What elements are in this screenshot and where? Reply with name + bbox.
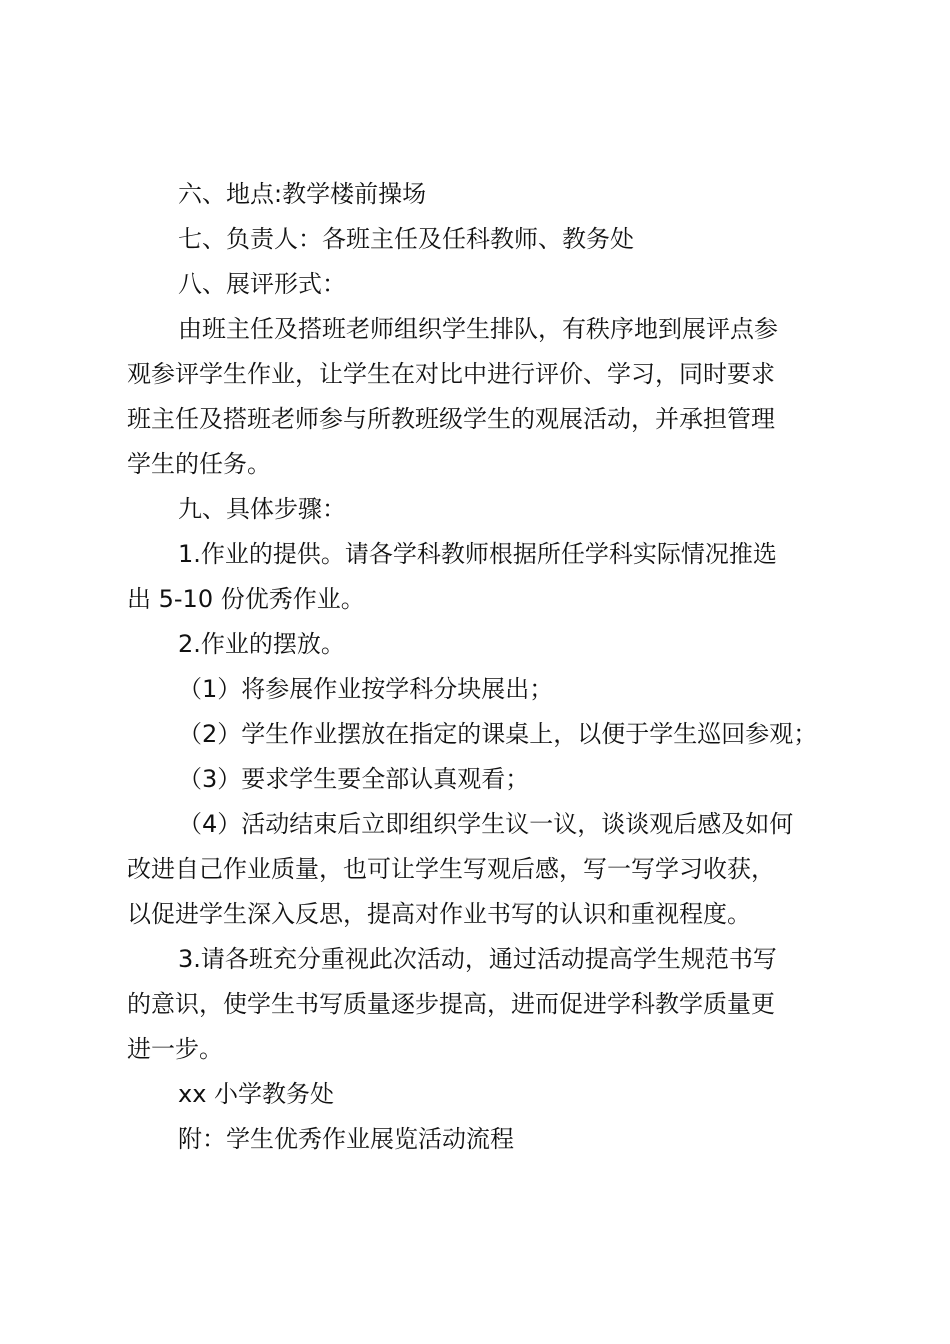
text-line-item-2: （2）学生作业摆放在指定的课桌上，以便于学生巡回参观； bbox=[178, 720, 818, 748]
text-line-steps-heading: 九、具体步骤： bbox=[178, 495, 346, 523]
text-line-item-4b: 改进自己作业质量，也可让学生写观后感，写一写学习收获， bbox=[127, 855, 775, 883]
text-line-paragraph-3: 班主任及搭班老师参与所教班级学生的观展活动，并承担管理 bbox=[127, 405, 775, 433]
text-line-step-3c: 进一步。 bbox=[127, 1035, 223, 1063]
text-line-paragraph-1: 由班主任及搭班老师组织学生排队，有秩序地到展评点参 bbox=[178, 315, 778, 343]
text-line-item-4a: （4）活动结束后立即组织学生议一议，谈谈观后感及如何 bbox=[178, 810, 794, 838]
text-line-location: 六、地点:教学楼前操场 bbox=[178, 180, 427, 208]
text-line-step-1b: 出 5-10 份优秀作业。 bbox=[127, 585, 365, 613]
text-line-responsible: 七、负责人：各班主任及任科教师、教务处 bbox=[178, 225, 634, 253]
text-line-item-1: （1）将参展作业按学科分块展出； bbox=[178, 675, 554, 703]
text-line-signature: xx 小学教务处 bbox=[178, 1080, 335, 1108]
text-line-paragraph-4: 学生的任务。 bbox=[127, 450, 271, 478]
text-line-step-2: 2.作业的摆放。 bbox=[178, 630, 345, 658]
text-line-attachment: 附：学生优秀作业展览活动流程 bbox=[178, 1125, 514, 1153]
text-line-step-3a: 3.请各班充分重视此次活动，通过活动提高学生规范书写 bbox=[178, 945, 777, 973]
text-line-step-1a: 1.作业的提供。请各学科教师根据所任学科实际情况推选 bbox=[178, 540, 777, 568]
text-line-exhibition-form: 八、展评形式： bbox=[178, 270, 346, 298]
text-line-paragraph-2: 观参评学生作业，让学生在对比中进行评价、学习，同时要求 bbox=[127, 360, 775, 388]
text-line-item-3: （3）要求学生要全部认真观看； bbox=[178, 765, 530, 793]
text-line-item-4c: 以促进学生深入反思，提高对作业书写的认识和重视程度。 bbox=[127, 900, 751, 928]
text-line-step-3b: 的意识，使学生书写质量逐步提高，进而促进学科教学质量更 bbox=[127, 990, 775, 1018]
